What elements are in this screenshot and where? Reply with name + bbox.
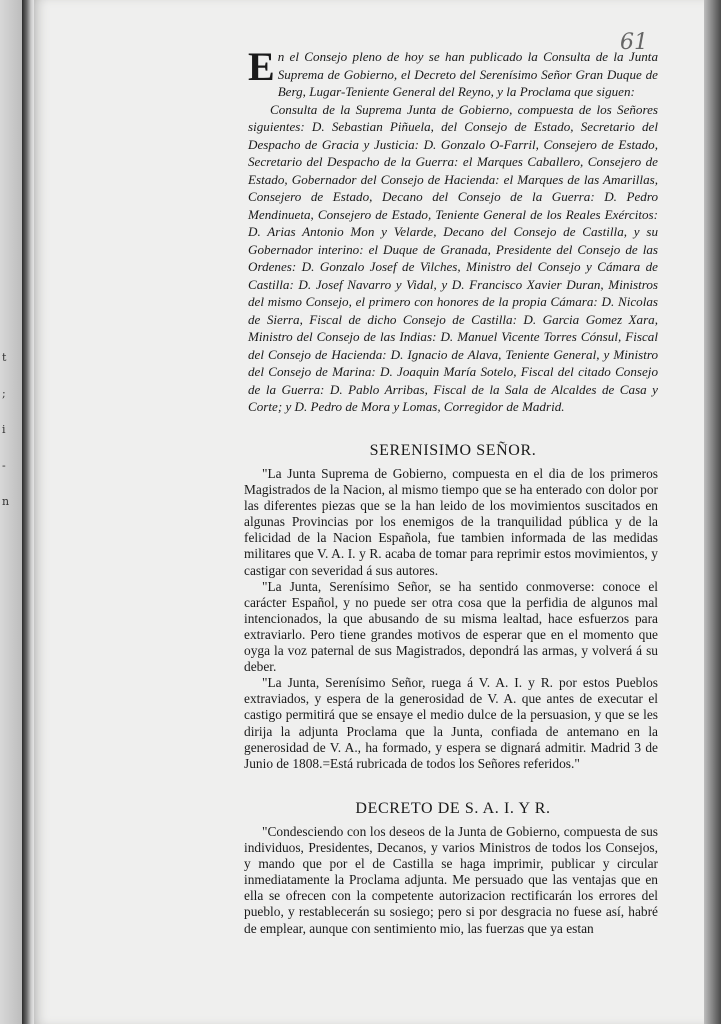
page-stack-edge (704, 0, 721, 1024)
decreto-text (244, 824, 658, 937)
page-number: 61 (620, 30, 648, 55)
paragraph: "La Junta Suprema de Gobierno, compuesta en el dia de los primeros Magistrados de la Nacion, al mismo tiempo que se ha enterado con dolor por las diferentes piezas que se la han leido de los movimientos suscitados en algunas Provincias por los enemigos de la tranquilidad pública y de la felicidad de la Nacion Española, fue tambien informada de las medidas militares que V. A. I. y R. acaba de tomar para reprimir estos movimientos, y castigar con severidad á sus autores. (244, 466, 658, 578)
preamble-block (248, 44, 658, 416)
book-spine (22, 0, 34, 1024)
facing-mark: t (2, 351, 7, 364)
consulta-text (244, 466, 658, 772)
facing-page-marks (2, 340, 16, 520)
paragraph: "La Junta, Serenísimo Señor, ruega á V. A. I. y R. por estos Pueblos extraviados, y espera de la generosidad de V. A. que antes de executar el castigo permitirá que se ensaye el medio dulce de la persuasion, y que se les dirija la adjunta Proclama que la Junta, confiada de antemano en la generosidad de V. A., ha formado, y espera se dignará admitir. Madrid 3 de Junio de 1808.=Está rubricada de todos los Señores referidos." (244, 675, 658, 771)
opening-text: n el Consejo pleno de hoy se han publicado la Consulta de la Junta Suprema de Gobierno, el Decreto del Serenísimo Señor Gran Duque de Berg, Lugar-Teniente General del Reyno, y la Proclama que siguen: (277, 49, 658, 99)
paragraph: "Condesciendo con los deseos de la Junta de Gobierno, compuesta de sus individuos, Presidentes, Decanos, y varios Ministros de todos los Consejos, y mando que por el de Castilla se haga imprimir, publicar y circular inmediatamente la Proclama adjunta. Me persuado que las ventajas que en ella se ofrecen con la competente autorizacion rectificarán los errores del pueblo, y restablecerán su sosiego; pero si por desgracia no fuese así, habré de emplear, aunque con sentimiento mio, las fuerzas que ya estan (244, 824, 658, 936)
preamble-opening (248, 44, 658, 101)
facing-mark: i (2, 423, 6, 436)
facing-mark: ; (2, 387, 6, 400)
paragraph: "La Junta, Serenísimo Señor, se ha sentido conmoverse: conoce el carácter Español, y no puede ser otra cosa que la perfidia de algunos mal intencionados, la que abusando de su misma lealtad, hace esfuerzos para extraviarlo. Pero tiene grandes motivos de esperar que en el momento que oyga la voz paternal de sus Magistrados, depondrá las armas, y volverá á su deber. (244, 578, 658, 675)
facing-page-edge (0, 0, 23, 1024)
section-heading-decreto: DECRETO DE S. A. I. Y R. (355, 800, 551, 817)
junta-member-list: Consulta de la Suprema Junta de Gobierno, compuesta de los Señores siguientes: D. Sebastian Piñuela, del Consejo de Estado, Secretario del Despacho de Gracia y Justicia: D. Gonzalo O-Farril, Consejero de Estado, Secretario del Despacho de la Guerra: el Marques Caballero, Consejero de Estado, Gobernador del Consejo de Hacienda: el Marques de las Amarillas, Consejero de Estado, Decano del Consejo de la Guerra: D. Pedro Mendinueta, Consejero de Estado, Teniente General de los Reales Exércitos: D. Arias Antonio Mon y Velarde, Decano del Consejo de Castilla, y su Gobernador interino: el Duque de Granada, Presidente del Consejo de las Ordenes: D. Gonzalo Josef de Vilches, Ministro del Consejo y Cámara de Castilla: D. Josef Navarro y Vidal, y D. Francisco Xavier Duran, Ministros del mismo Consejo, el primero con honores de la propia Cámara: D. Nicolas de Sierra, Fiscal de dicho Consejo de Castilla: D. Garcia Gomez Xara, Ministro del Consejo de las Indias: D. Manuel Vicente Torres Cónsul, Fiscal del Consejo de Hacienda: D. Ignacio de Alava, Teniente General, y Ministro del Consejo de Marina: D. Joaquin María Sotelo, Fiscal del citado Consejo de la Guerra: D. Pablo Arribas, Fiscal de la Sala de Alcaldes de Casa y Corte; y D. Pedro de Mora y Lomas, Corregidor de Madrid. (248, 101, 658, 414)
facing-mark: - (2, 459, 6, 472)
facing-mark: n (2, 495, 10, 508)
drop-cap: E (248, 44, 275, 89)
section-heading-serenisimo: SERENISIMO SEÑOR. (369, 442, 537, 459)
